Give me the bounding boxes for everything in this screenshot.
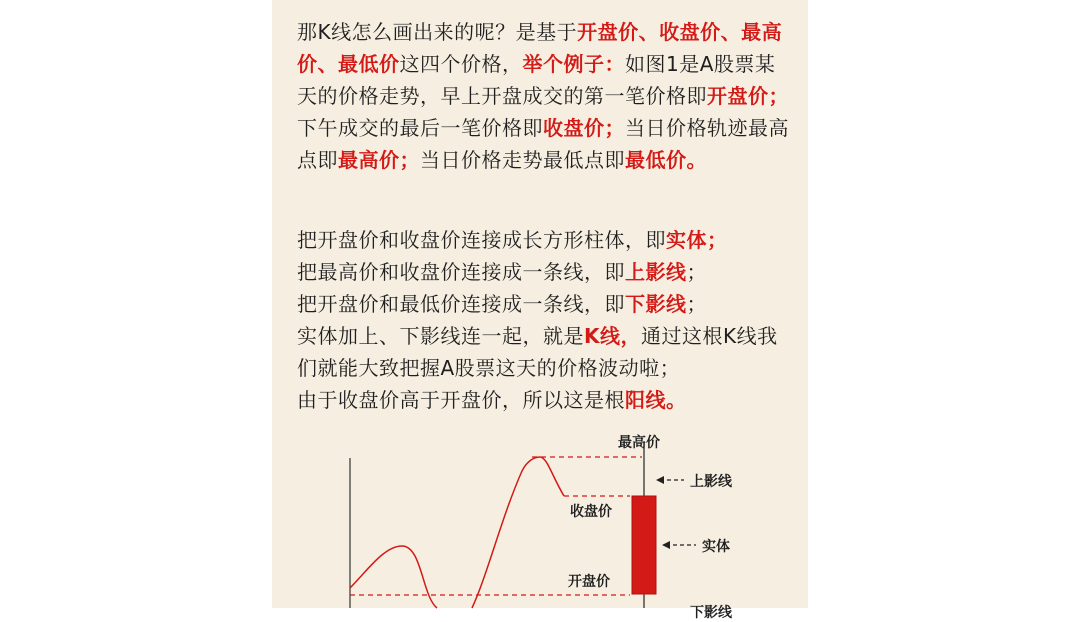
highlighted-term: 开盘价； xyxy=(707,84,789,108)
highlighted-term: 实体； xyxy=(666,228,728,252)
price-trend-line xyxy=(350,457,564,608)
kline-diagram-svg xyxy=(272,426,808,608)
text-segment: 通过这根K线我们就能大致把握A股票这天的价格波动啦； xyxy=(297,324,778,380)
candle-body xyxy=(632,496,656,594)
text-segment: 把开盘价和最低价连接成一条线，即 xyxy=(297,292,625,316)
highlighted-term: K线， xyxy=(584,324,641,348)
paragraph-line xyxy=(297,288,792,320)
upper-shadow-arrowhead xyxy=(656,476,664,484)
highlighted-term: 最低价。 xyxy=(625,148,707,172)
high-price-label: 最高价 xyxy=(618,435,660,451)
upper-shadow-label: 上影线 xyxy=(690,474,732,490)
article-card xyxy=(272,0,808,621)
paragraph-line xyxy=(297,320,792,384)
body-label: 实体 xyxy=(702,539,730,555)
text-segment: 实体加上、下影线连一起，就是 xyxy=(297,324,584,348)
text-segment: 把最高价和收盘价连接成一条线，即 xyxy=(297,260,625,284)
paragraph-line xyxy=(297,256,792,288)
kline-illustration xyxy=(272,426,808,621)
paragraph-kline-intro xyxy=(297,16,792,176)
highlighted-term: 最高价； xyxy=(338,148,420,172)
body-arrowhead xyxy=(662,541,670,549)
highlighted-term: 开盘价、收盘价、最高价、最低价 xyxy=(297,20,783,76)
paragraph-line xyxy=(297,224,792,256)
text-segment: 这四个价格， xyxy=(399,52,523,76)
text-segment: ； xyxy=(686,292,707,316)
text-segment: 下午成交的最后一笔价格即 xyxy=(297,116,543,140)
close-price-label: 收盘价 xyxy=(570,504,612,520)
text-segment: 那K线怎么画出来的呢？是基于 xyxy=(297,20,578,44)
paragraph-line xyxy=(297,384,792,416)
highlighted-term: 阳线。 xyxy=(625,388,687,412)
lower-shadow-label: 下影线 xyxy=(690,605,732,621)
highlighted-term: 上影线 xyxy=(625,260,687,284)
text-segment: 如图1是A股票某天的价格走势，早上开盘成交的第一笔价格即 xyxy=(297,52,776,108)
paragraph-kline-parts xyxy=(297,224,792,416)
open-price-label: 开盘价 xyxy=(568,574,610,590)
text-segment: 当日价格走势最低点即 xyxy=(420,148,625,172)
text-segment: ； xyxy=(686,260,707,284)
highlighted-term: 举个例子： xyxy=(522,52,625,76)
text-segment: 把开盘价和收盘价连接成长方形柱体，即 xyxy=(297,228,666,252)
highlighted-term: 下影线 xyxy=(625,292,687,316)
text-segment: 当日价格轨迹最高点即 xyxy=(297,116,789,172)
highlighted-term: 收盘价； xyxy=(543,116,625,140)
text-segment: 由于收盘价高于开盘价，所以这是根 xyxy=(297,388,625,412)
